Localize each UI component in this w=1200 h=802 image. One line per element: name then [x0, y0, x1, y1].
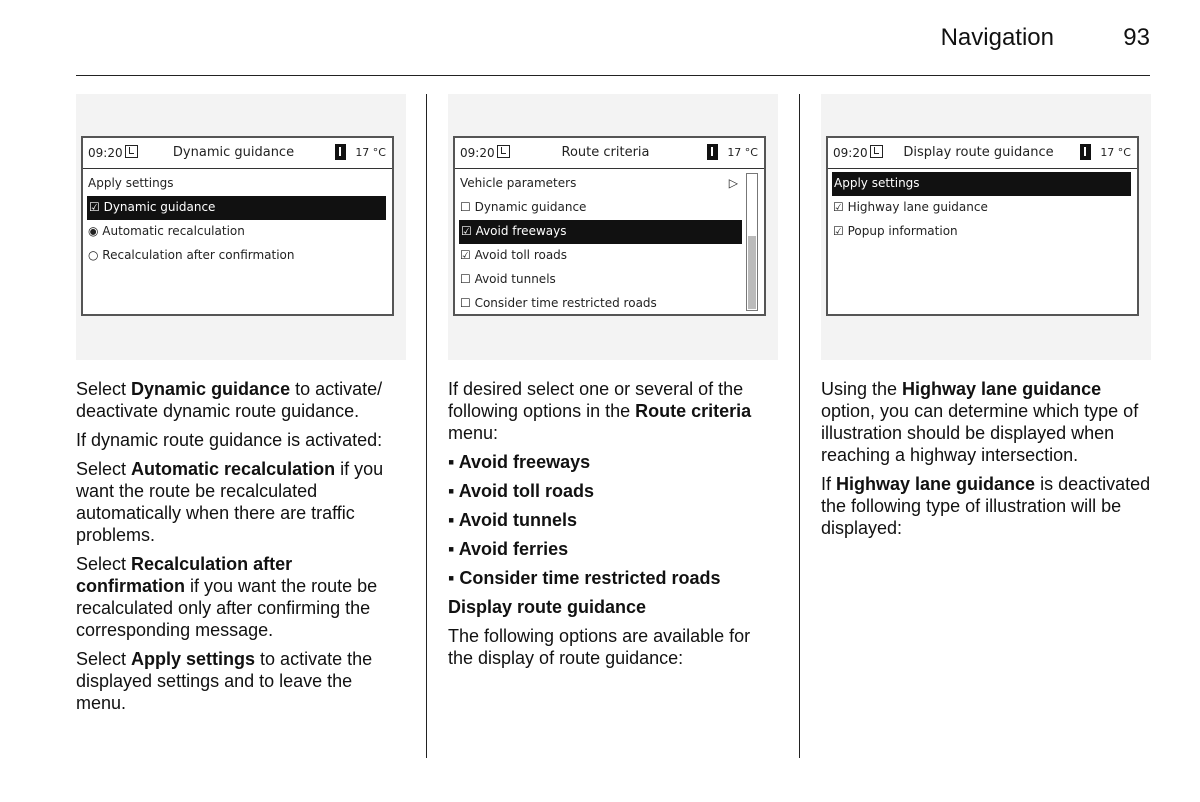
- menu-item-vehicle-parameters[interactable]: Vehicle parameters ▷: [455, 172, 764, 196]
- screen-title: Route criteria: [561, 145, 650, 160]
- menu-item-recalculation-after-confirmation[interactable]: ○ Recalculation after confirmation: [88, 248, 295, 262]
- column-2: [448, 94, 778, 676]
- display-screen: [81, 136, 394, 316]
- display-screen: [826, 136, 1139, 316]
- temperature: 17 °C: [1100, 146, 1131, 159]
- menu-list: [83, 169, 392, 268]
- screen-figure-route-criteria: [448, 94, 778, 360]
- menu-item-dynamic-guidance[interactable]: ☐ Dynamic guidance: [460, 200, 587, 214]
- column-divider: [799, 94, 800, 758]
- menu-list: [828, 169, 1137, 244]
- column-3: [821, 94, 1151, 546]
- list-item: ▪ Consider time restricted roads: [448, 567, 778, 589]
- paragraph: If Highway lane guidance is deactivated the following type of illustration will be displayed:: [821, 474, 1151, 538]
- paragraph: Select Recalculation after confirmation if you want the route be recalculated only after confirming the corresponding message.: [76, 554, 378, 640]
- clock-time: 09:20: [88, 146, 123, 160]
- clock-time: 09:20: [833, 146, 868, 160]
- status-bar: [828, 138, 1137, 169]
- header-divider: [76, 75, 1150, 76]
- screen-figure-dynamic-guidance: [76, 94, 406, 360]
- paragraph: If desired select one or several of the following options in the Route criteria menu:: [448, 379, 752, 443]
- scrollbar[interactable]: [746, 173, 758, 311]
- menu-item-apply-settings[interactable]: Apply settings: [832, 172, 1131, 196]
- body-text: [821, 378, 1151, 539]
- clock-icon: [125, 145, 138, 158]
- menu-item-highway-lane-guidance[interactable]: ☑ Highway lane guidance: [833, 200, 988, 214]
- clock-icon: [870, 145, 883, 158]
- page-header: [76, 24, 1150, 54]
- paragraph: Select Automatic recalculation if you want the route be recalculated automatically when there are traffic problems.: [76, 459, 384, 545]
- paragraph: The following options are available for the display of route guidance:: [448, 626, 751, 668]
- column-divider: [426, 94, 427, 758]
- menu-item-avoid-tunnels[interactable]: ☐ Avoid tunnels: [460, 272, 556, 286]
- thermometer-icon: [707, 144, 718, 160]
- paragraph: Select Apply settings to activate the displayed settings and to leave the menu.: [76, 649, 373, 713]
- menu-item-apply-settings[interactable]: Apply settings: [88, 176, 174, 190]
- clock-icon: [497, 145, 510, 158]
- page-number: 93: [1123, 24, 1150, 51]
- menu-item-dynamic-guidance[interactable]: ☑ Dynamic guidance: [87, 196, 386, 220]
- list-item: ▪ Avoid tunnels: [448, 509, 778, 531]
- column-1: [76, 94, 406, 721]
- thermometer-icon: [335, 144, 346, 160]
- display-screen: [453, 136, 766, 316]
- temperature: 17 °C: [355, 146, 386, 159]
- temperature: 17 °C: [727, 146, 758, 159]
- screen-title: Display route guidance: [903, 145, 1054, 160]
- clock-time: 09:20: [460, 146, 495, 160]
- menu-item-avoid-freeways[interactable]: ☑ Avoid freeways: [459, 220, 742, 244]
- status-bar: [455, 138, 764, 169]
- paragraph: Using the Highway lane guidance option, you can determine which type of illustration should be displayed when reaching a highway intersection.: [821, 379, 1139, 465]
- menu-item-automatic-recalculation[interactable]: ◉ Automatic recalculation: [88, 224, 245, 238]
- body-text: [448, 378, 778, 669]
- bullet-list: [448, 451, 778, 589]
- status-bar: [83, 138, 392, 169]
- screen-figure-display-route-guidance: [821, 94, 1151, 360]
- list-item: ▪ Avoid ferries: [448, 538, 778, 560]
- menu-item-consider-time-restricted-roads[interactable]: ☐ Consider time restricted roads: [460, 296, 657, 310]
- menu-item-popup-information[interactable]: ☑ Popup information: [833, 224, 958, 238]
- arrow-right-icon: ▷: [728, 176, 738, 190]
- scrollbar-thumb[interactable]: [748, 236, 756, 309]
- paragraph: Select Dynamic guidance to activate/ deactivate dynamic route guidance.: [76, 379, 383, 421]
- section-heading: Display route guidance: [448, 597, 647, 617]
- list-item: ▪ Avoid toll roads: [448, 480, 778, 502]
- menu-item-avoid-toll-roads[interactable]: ☑ Avoid toll roads: [460, 248, 568, 262]
- list-item: ▪ Avoid freeways: [448, 451, 778, 473]
- thermometer-icon: [1080, 144, 1091, 160]
- body-text: [76, 378, 406, 714]
- screen-title: Dynamic guidance: [172, 145, 295, 160]
- paragraph: If dynamic route guidance is activated:: [76, 430, 383, 450]
- page-title: Navigation: [940, 24, 1054, 51]
- menu-list: [455, 169, 764, 316]
